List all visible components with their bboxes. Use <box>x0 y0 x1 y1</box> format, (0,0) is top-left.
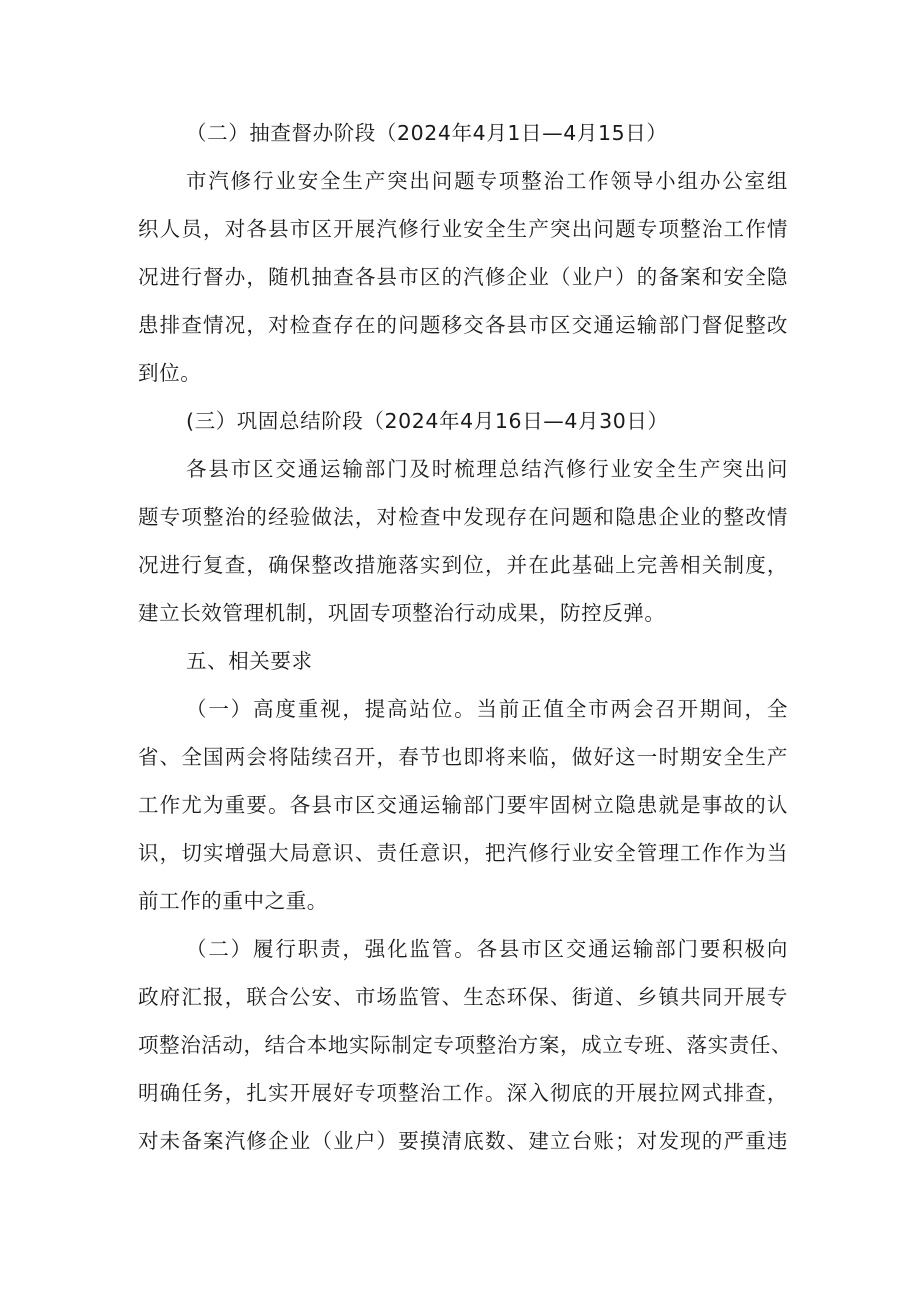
paragraph-line: 项整治活动，结合本地实际制定专项整治方案，成立专班、落实责任、 <box>138 1033 793 1057</box>
paragraph-line: 对未备案汽修企业（业户）要摸清底数、建立台账；对发现的严重违 <box>138 1129 788 1153</box>
paragraph-line: （一）高度重视，提高站位。当前正值全市两会召开期间，全 <box>186 697 788 721</box>
paragraph-line: 识，切实增强大局意识、责任意识，把汽修行业安全管理工作作为当 <box>138 841 788 865</box>
paragraph-line: 工作尤为重要。各县市区交通运输部门要牢固树立隐患就是事故的认 <box>138 793 788 817</box>
paragraph-line: （二）履行职责，强化监管。各县市区交通运输部门要积极向 <box>186 937 788 961</box>
paragraph-line: 题专项整治的经验做法，对检查中发现存在问题和隐患企业的整改情 <box>138 505 788 529</box>
paragraph-line: 各县市区交通运输部门及时梳理总结汽修行业安全生产突出问 <box>186 457 788 481</box>
paragraph-line: 况进行督办，随机抽查各县市区的汽修企业（业户）的备案和安全隐 <box>138 265 788 289</box>
paragraph-line: 患排查情况，对检查存在的问题移交各县市区交通运输部门督促整改 <box>138 313 788 337</box>
paragraph-line: 市汽修行业安全生产突出问题专项整治工作领导小组办公室组 <box>186 169 788 193</box>
paragraph-line: 前工作的重中之重。 <box>138 889 328 913</box>
paragraph-line: 况进行复查，确保整改措施落实到位，并在此基础上完善相关制度， <box>138 553 788 577</box>
paragraph-line: 政府汇报，联合公安、市场监管、生态环保、街道、乡镇共同开展专 <box>138 985 788 1009</box>
paragraph-line: 明确任务，扎实开展好专项整治工作。深入彻底的开展拉网式排查， <box>138 1081 788 1105</box>
paragraph-line: 省、全国两会将陆续召开，春节也即将来临，做好这一时期安全生产 <box>138 745 788 769</box>
heading-consolidation-stage: (三）巩固总结阶段（2024年4月16日—4月30日） <box>186 409 669 433</box>
paragraph-line: 到位。 <box>138 361 202 385</box>
paragraph-line: 织人员，对各县市区开展汽修行业安全生产突出问题专项整治工作情 <box>138 217 788 241</box>
paragraph-line: 建立长效管理机制，巩固专项整治行动成果，防控反弹。 <box>138 601 666 625</box>
heading-spot-check-stage: （二）抽查督办阶段（2024年4月1日—4月15日） <box>186 121 668 145</box>
section-heading-requirements: 五、相关要求 <box>186 649 313 673</box>
